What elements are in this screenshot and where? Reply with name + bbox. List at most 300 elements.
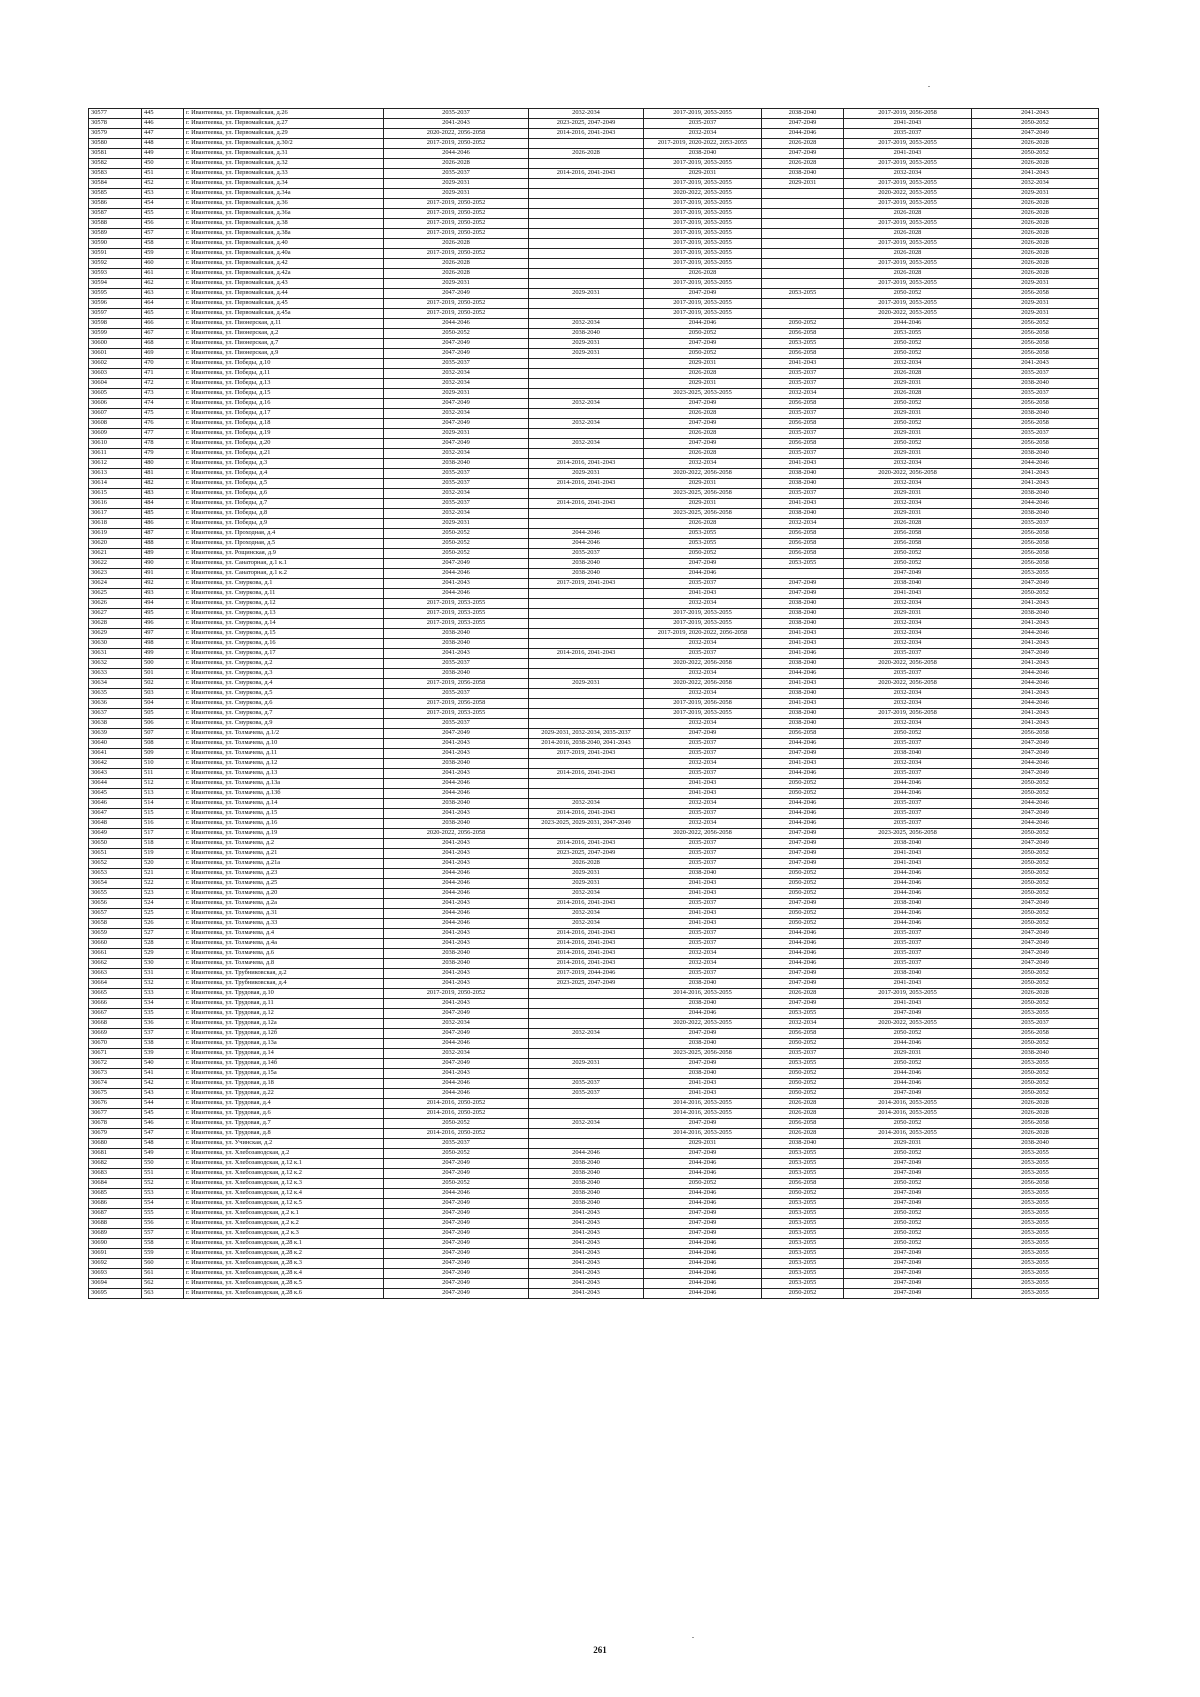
- period-4-cell: 2056-2058: [762, 439, 844, 449]
- row-index-cell: 30630: [89, 639, 142, 649]
- address-cell: г. Ивантеевка, ул. Хлебозаводская, д.28 к.5: [184, 1279, 384, 1289]
- period-6-cell: 2044-2046: [972, 459, 1099, 469]
- address-cell: г. Ивантеевка, ул. Трудовая, д.12а: [184, 1019, 384, 1029]
- building-number-cell: 501: [142, 669, 184, 679]
- period-5-cell: 2044-2046: [844, 789, 972, 799]
- period-5-cell: 2050-2052: [844, 1179, 972, 1189]
- period-1-cell: 2047-2049: [384, 1199, 529, 1209]
- period-2-cell: 2041-2043: [529, 1259, 644, 1269]
- period-3-cell: 2047-2049: [644, 1149, 762, 1159]
- period-2-cell: [529, 699, 644, 709]
- period-1-cell: 2047-2049: [384, 1279, 529, 1289]
- period-4-cell: 2026-2028: [762, 159, 844, 169]
- period-5-cell: 2032-2034: [844, 759, 972, 769]
- building-number-cell: 532: [142, 979, 184, 989]
- period-4-cell: [762, 229, 844, 239]
- period-5-cell: 2050-2052: [844, 1229, 972, 1239]
- period-4-cell: 2053-2055: [762, 1259, 844, 1269]
- period-3-cell: 2029-2031: [644, 1139, 762, 1149]
- period-3-cell: 2032-2034: [644, 599, 762, 609]
- address-cell: г. Ивантеевка, ул. Смуркова, д.11: [184, 589, 384, 599]
- period-2-cell: 2023-2025, 2047-2049: [529, 979, 644, 989]
- period-6-cell: 2035-2037: [972, 429, 1099, 439]
- period-6-cell: 2041-2043: [972, 359, 1099, 369]
- building-number-cell: 463: [142, 289, 184, 299]
- building-number-cell: 517: [142, 829, 184, 839]
- address-cell: г. Ивантеевка, ул. Трудовая, д.7: [184, 1119, 384, 1129]
- building-number-cell: 512: [142, 779, 184, 789]
- address-cell: г. Ивантеевка, ул. Пионерская, д.9: [184, 349, 384, 359]
- period-5-cell: 2035-2037: [844, 739, 972, 749]
- row-index-cell: 30666: [89, 999, 142, 1009]
- table-row: [89, 799, 1099, 809]
- period-2-cell: 2029-2031, 2032-2034, 2035-2037: [529, 729, 644, 739]
- period-1-cell: 2035-2037: [384, 469, 529, 479]
- period-1-cell: 2035-2037: [384, 689, 529, 699]
- period-2-cell: 2044-2046: [529, 539, 644, 549]
- period-6-cell: 2053-2055: [972, 1259, 1099, 1269]
- building-number-cell: 537: [142, 1029, 184, 1039]
- period-5-cell: 2032-2034: [844, 689, 972, 699]
- period-2-cell: [529, 359, 644, 369]
- period-2-cell: [529, 759, 644, 769]
- period-5-cell: 2032-2034: [844, 169, 972, 179]
- building-number-cell: 465: [142, 309, 184, 319]
- period-4-cell: 2056-2058: [762, 329, 844, 339]
- period-4-cell: 2044-2046: [762, 809, 844, 819]
- building-number-cell: 454: [142, 199, 184, 209]
- period-4-cell: 2044-2046: [762, 799, 844, 809]
- period-1-cell: 2017-2019, 2050-2052: [384, 219, 529, 229]
- period-4-cell: 2035-2037: [762, 449, 844, 459]
- period-6-cell: 2050-2052: [972, 909, 1099, 919]
- address-cell: г. Ивантеевка, ул. Толмачева, д.2а: [184, 899, 384, 909]
- address-cell: г. Ивантеевка, ул. Трудовая, д.6: [184, 1109, 384, 1119]
- period-2-cell: 2014-2016, 2041-2043: [529, 959, 644, 969]
- period-3-cell: 2035-2037: [644, 809, 762, 819]
- period-2-cell: 2032-2034: [529, 319, 644, 329]
- address-cell: г. Ивантеевка, ул. Трудовая, д.22: [184, 1089, 384, 1099]
- period-6-cell: 2035-2037: [972, 389, 1099, 399]
- period-3-cell: 2047-2049: [644, 289, 762, 299]
- period-6-cell: 2026-2028: [972, 1099, 1099, 1109]
- period-6-cell: 2026-2028: [972, 989, 1099, 999]
- row-index-cell: 30636: [89, 699, 142, 709]
- period-1-cell: 2038-2040: [384, 959, 529, 969]
- table-row: [89, 779, 1099, 789]
- period-6-cell: 2056-2058: [972, 549, 1099, 559]
- period-4-cell: 2038-2040: [762, 509, 844, 519]
- period-5-cell: 2041-2043: [844, 849, 972, 859]
- period-2-cell: [529, 989, 644, 999]
- period-1-cell: 2026-2028: [384, 159, 529, 169]
- building-number-cell: 475: [142, 409, 184, 419]
- period-2-cell: 2041-2043: [529, 1269, 644, 1279]
- period-3-cell: 2029-2031: [644, 499, 762, 509]
- period-3-cell: 2053-2055: [644, 539, 762, 549]
- address-cell: г. Ивантеевка, ул. Трудовая, д.13а: [184, 1039, 384, 1049]
- period-2-cell: [529, 299, 644, 309]
- building-number-cell: 516: [142, 819, 184, 829]
- period-1-cell: 2035-2037: [384, 719, 529, 729]
- table-row: [89, 739, 1099, 749]
- row-index-cell: 30686: [89, 1199, 142, 1209]
- period-2-cell: [529, 269, 644, 279]
- period-6-cell: 2041-2043: [972, 599, 1099, 609]
- period-1-cell: 2038-2040: [384, 629, 529, 639]
- period-4-cell: 2050-2052: [762, 779, 844, 789]
- period-1-cell: 2044-2046: [384, 1189, 529, 1199]
- period-5-cell: 2020-2022, 2053-2055: [844, 189, 972, 199]
- period-3-cell: 2023-2025, 2056-2058: [644, 489, 762, 499]
- period-4-cell: 2041-2043: [762, 359, 844, 369]
- period-6-cell: 2056-2058: [972, 1179, 1099, 1189]
- period-3-cell: 2023-2025, 2053-2055: [644, 389, 762, 399]
- period-6-cell: 2056-2052: [972, 319, 1099, 329]
- period-6-cell: 2047-2049: [972, 129, 1099, 139]
- period-5-cell: 2017-2019, 2053-2055: [844, 199, 972, 209]
- table-row: [89, 389, 1099, 399]
- building-number-cell: 545: [142, 1109, 184, 1119]
- building-number-cell: 488: [142, 539, 184, 549]
- period-3-cell: 2029-2031: [644, 169, 762, 179]
- table-row: [89, 819, 1099, 829]
- period-4-cell: 2026-2028: [762, 1099, 844, 1109]
- period-1-cell: 2041-2043: [384, 119, 529, 129]
- period-1-cell: 2017-2019, 2053-2055: [384, 709, 529, 719]
- address-cell: г. Ивантеевка, ул. Санаторная, д.1 к.1: [184, 559, 384, 569]
- period-5-cell: 2017-2019, 2056-2058: [844, 109, 972, 119]
- period-5-cell: 2047-2049: [844, 1259, 972, 1269]
- period-1-cell: 2044-2046: [384, 779, 529, 789]
- building-number-cell: 502: [142, 679, 184, 689]
- period-4-cell: [762, 569, 844, 579]
- period-5-cell: 2029-2031: [844, 1049, 972, 1059]
- address-cell: г. Ивантеевка, ул. Победы, д.11: [184, 369, 384, 379]
- table-row: [89, 699, 1099, 709]
- period-5-cell: 2041-2043: [844, 149, 972, 159]
- period-6-cell: 2044-2046: [972, 499, 1099, 509]
- table-row: [89, 249, 1099, 259]
- period-3-cell: 2029-2031: [644, 359, 762, 369]
- row-index-cell: 30631: [89, 649, 142, 659]
- row-index-cell: 30615: [89, 489, 142, 499]
- address-cell: г. Ивантеевка, ул. Толмачева, д.4а: [184, 939, 384, 949]
- period-4-cell: 2026-2028: [762, 989, 844, 999]
- address-cell: г. Ивантеевка, ул. Трудовая, д.4: [184, 1099, 384, 1109]
- period-1-cell: 2017-2019, 2053-2055: [384, 609, 529, 619]
- period-1-cell: 2044-2046: [384, 789, 529, 799]
- period-2-cell: 2032-2034: [529, 419, 644, 429]
- table-row: [89, 669, 1099, 679]
- period-6-cell: 2047-2049: [972, 809, 1099, 819]
- building-number-cell: 539: [142, 1049, 184, 1059]
- row-index-cell: 30673: [89, 1069, 142, 1079]
- period-6-cell: 2041-2043: [972, 709, 1099, 719]
- period-1-cell: 2050-2052: [384, 549, 529, 559]
- table-row: [89, 769, 1099, 779]
- period-5-cell: 2044-2046: [844, 1069, 972, 1079]
- period-2-cell: [529, 639, 644, 649]
- building-number-cell: 533: [142, 989, 184, 999]
- row-index-cell: 30675: [89, 1089, 142, 1099]
- building-number-cell: 526: [142, 919, 184, 929]
- period-2-cell: 2014-2016, 2038-2040, 2041-2043: [529, 739, 644, 749]
- period-2-cell: 2029-2031: [529, 349, 644, 359]
- period-6-cell: 2047-2049: [972, 959, 1099, 969]
- table-row: [89, 239, 1099, 249]
- period-3-cell: 2017-2019, 2053-2055: [644, 249, 762, 259]
- address-cell: г. Ивантеевка, ул. Толмачева, д.12: [184, 759, 384, 769]
- building-number-cell: 540: [142, 1059, 184, 1069]
- period-6-cell: 2047-2049: [972, 649, 1099, 659]
- period-2-cell: 2029-2031: [529, 469, 644, 479]
- period-3-cell: 2035-2037: [644, 579, 762, 589]
- row-index-cell: 30689: [89, 1229, 142, 1239]
- period-3-cell: 2038-2040: [644, 1039, 762, 1049]
- period-2-cell: [529, 379, 644, 389]
- period-1-cell: 2017-2019, 2050-2052: [384, 199, 529, 209]
- period-6-cell: 2053-2055: [972, 1189, 1099, 1199]
- table-row: [89, 1049, 1099, 1059]
- period-2-cell: [529, 219, 644, 229]
- period-5-cell: 2056-2058: [844, 539, 972, 549]
- table-row: [89, 939, 1099, 949]
- period-4-cell: 2053-2055: [762, 1239, 844, 1249]
- table-row: [89, 209, 1099, 219]
- period-3-cell: 2017-2019, 2053-2055: [644, 299, 762, 309]
- row-index-cell: 30622: [89, 559, 142, 569]
- building-number-cell: 468: [142, 339, 184, 349]
- period-1-cell: 2029-2031: [384, 429, 529, 439]
- period-1-cell: 2044-2046: [384, 889, 529, 899]
- period-6-cell: 2050-2052: [972, 1089, 1099, 1099]
- period-6-cell: 2053-2055: [972, 1159, 1099, 1169]
- period-3-cell: 2035-2037: [644, 749, 762, 759]
- period-2-cell: 2032-2034: [529, 909, 644, 919]
- period-4-cell: 2053-2055: [762, 1159, 844, 1169]
- period-3-cell: 2041-2043: [644, 889, 762, 899]
- address-cell: г. Ивантеевка, ул. Смуркова, д.6: [184, 699, 384, 709]
- period-5-cell: 2044-2046: [844, 319, 972, 329]
- row-index-cell: 30674: [89, 1079, 142, 1089]
- building-number-cell: 496: [142, 619, 184, 629]
- table-row: [89, 789, 1099, 799]
- period-5-cell: 2044-2046: [844, 1079, 972, 1089]
- building-number-cell: 479: [142, 449, 184, 459]
- period-5-cell: 2026-2028: [844, 249, 972, 259]
- period-6-cell: 2035-2037: [972, 519, 1099, 529]
- address-cell: г. Ивантеевка, ул. Пионерская, д.7: [184, 339, 384, 349]
- period-5-cell: 2047-2049: [844, 569, 972, 579]
- period-5-cell: 2056-2058: [844, 529, 972, 539]
- table-row: [89, 509, 1099, 519]
- period-4-cell: 2056-2058: [762, 1179, 844, 1189]
- period-5-cell: 2047-2049: [844, 1289, 972, 1299]
- row-index-cell: 30638: [89, 719, 142, 729]
- period-3-cell: 2038-2040: [644, 979, 762, 989]
- period-5-cell: 2017-2019, 2053-2055: [844, 279, 972, 289]
- table-row: [89, 369, 1099, 379]
- period-5-cell: 2050-2052: [844, 1239, 972, 1249]
- period-6-cell: 2053-2055: [972, 1009, 1099, 1019]
- address-cell: г. Ивантеевка, ул. Толмачева, д.14: [184, 799, 384, 809]
- period-5-cell: 2029-2031: [844, 609, 972, 619]
- period-3-cell: 2041-2043: [644, 879, 762, 889]
- period-4-cell: 2050-2052: [762, 1289, 844, 1299]
- row-index-cell: 30579: [89, 129, 142, 139]
- building-number-cell: 510: [142, 759, 184, 769]
- building-number-cell: 534: [142, 999, 184, 1009]
- period-1-cell: 2050-2052: [384, 329, 529, 339]
- period-2-cell: [529, 689, 644, 699]
- period-2-cell: [529, 249, 644, 259]
- building-number-cell: 476: [142, 419, 184, 429]
- row-index-cell: 30628: [89, 619, 142, 629]
- period-1-cell: 2026-2028: [384, 239, 529, 249]
- row-index-cell: 30601: [89, 349, 142, 359]
- building-number-cell: 486: [142, 519, 184, 529]
- period-2-cell: 2032-2034: [529, 1119, 644, 1129]
- period-3-cell: 2035-2037: [644, 739, 762, 749]
- building-number-cell: 450: [142, 159, 184, 169]
- period-5-cell: 2050-2052: [844, 1119, 972, 1129]
- table-row: [89, 119, 1099, 129]
- period-5-cell: 2047-2049: [844, 1089, 972, 1099]
- building-number-cell: 447: [142, 129, 184, 139]
- period-6-cell: 2041-2043: [972, 619, 1099, 629]
- address-cell: г. Ивантеевка, ул. Победы, д.5: [184, 479, 384, 489]
- address-cell: г. Ивантеевка, ул. Победы, д.10: [184, 359, 384, 369]
- table-row: [89, 619, 1099, 629]
- period-6-cell: 2050-2052: [972, 119, 1099, 129]
- row-index-cell: 30588: [89, 219, 142, 229]
- building-number-cell: 543: [142, 1089, 184, 1099]
- period-5-cell: 2017-2019, 2053-2055: [844, 179, 972, 189]
- row-index-cell: 30596: [89, 299, 142, 309]
- period-6-cell: 2044-2046: [972, 819, 1099, 829]
- address-cell: г. Ивантеевка, ул. Первомайская, д.34: [184, 179, 384, 189]
- table-row: [89, 969, 1099, 979]
- row-index-cell: 30602: [89, 359, 142, 369]
- period-2-cell: 2023-2025, 2029-2031, 2047-2049: [529, 819, 644, 829]
- period-3-cell: 2014-2016, 2053-2055: [644, 1129, 762, 1139]
- period-4-cell: 2053-2055: [762, 1269, 844, 1279]
- address-cell: г. Ивантеевка, ул. Толмачева, д.4: [184, 929, 384, 939]
- table-row: [89, 459, 1099, 469]
- period-5-cell: 2038-2040: [844, 969, 972, 979]
- period-2-cell: [529, 309, 644, 319]
- period-3-cell: 2050-2052: [644, 349, 762, 359]
- row-index-cell: 30644: [89, 779, 142, 789]
- building-number-cell: 455: [142, 209, 184, 219]
- building-number-cell: 467: [142, 329, 184, 339]
- period-5-cell: 2041-2043: [844, 859, 972, 869]
- period-3-cell: 2032-2034: [644, 719, 762, 729]
- address-cell: г. Ивантеевка, ул. Толмачева, д.25: [184, 879, 384, 889]
- table-row: [89, 719, 1099, 729]
- period-3-cell: 2032-2034: [644, 689, 762, 699]
- period-3-cell: 2017-2019, 2053-2055: [644, 209, 762, 219]
- address-cell: г. Ивантеевка, ул. Первомайская, д.45: [184, 299, 384, 309]
- row-index-cell: 30606: [89, 399, 142, 409]
- row-index-cell: 30610: [89, 439, 142, 449]
- period-2-cell: 2035-2037: [529, 1089, 644, 1099]
- period-2-cell: 2032-2034: [529, 1029, 644, 1039]
- period-2-cell: 2032-2034: [529, 439, 644, 449]
- building-number-cell: 456: [142, 219, 184, 229]
- period-4-cell: 2047-2049: [762, 839, 844, 849]
- period-2-cell: 2032-2034: [529, 919, 644, 929]
- period-4-cell: 2032-2034: [762, 1019, 844, 1029]
- row-index-cell: 30590: [89, 239, 142, 249]
- period-5-cell: 2017-2019, 2053-2055: [844, 259, 972, 269]
- period-1-cell: 2038-2040: [384, 819, 529, 829]
- period-1-cell: 2035-2037: [384, 499, 529, 509]
- period-5-cell: 2020-2022, 2053-2055: [844, 309, 972, 319]
- address-cell: г. Ивантеевка, ул. Хлебозаводская, д.12 к.3: [184, 1179, 384, 1189]
- row-index-cell: 30677: [89, 1109, 142, 1119]
- period-6-cell: 2053-2055: [972, 1239, 1099, 1249]
- building-number-cell: 549: [142, 1149, 184, 1159]
- period-6-cell: 2047-2049: [972, 769, 1099, 779]
- period-4-cell: 2053-2055: [762, 1149, 844, 1159]
- period-4-cell: 2032-2034: [762, 519, 844, 529]
- period-2-cell: 2023-2025, 2047-2049: [529, 119, 644, 129]
- address-cell: г. Ивантеевка, ул. Первомайская, д.29: [184, 129, 384, 139]
- period-5-cell: 2047-2049: [844, 1199, 972, 1209]
- period-1-cell: 2041-2043: [384, 1069, 529, 1079]
- period-2-cell: 2041-2043: [529, 1279, 644, 1289]
- address-cell: г. Ивантеевка, ул. Хлебозаводская, д.12 к.2: [184, 1169, 384, 1179]
- period-1-cell: 2041-2043: [384, 839, 529, 849]
- period-3-cell: 2044-2046: [644, 1269, 762, 1279]
- period-5-cell: 2044-2046: [844, 889, 972, 899]
- building-number-cell: 542: [142, 1079, 184, 1089]
- row-index-cell: 30679: [89, 1129, 142, 1139]
- address-cell: г. Ивантеевка, ул. Трудовая, д.8: [184, 1129, 384, 1139]
- table-row: [89, 1279, 1099, 1289]
- period-2-cell: 2032-2034: [529, 399, 644, 409]
- period-4-cell: 2047-2049: [762, 119, 844, 129]
- period-5-cell: 2050-2052: [844, 729, 972, 739]
- table-row: [89, 319, 1099, 329]
- building-number-cell: 480: [142, 459, 184, 469]
- period-4-cell: 2047-2049: [762, 899, 844, 909]
- period-4-cell: 2050-2052: [762, 889, 844, 899]
- period-3-cell: 2020-2022, 2056-2058: [644, 659, 762, 669]
- row-index-cell: 30612: [89, 459, 142, 469]
- period-5-cell: 2029-2031: [844, 489, 972, 499]
- row-index-cell: 30577: [89, 109, 142, 119]
- period-3-cell: 2044-2046: [644, 569, 762, 579]
- period-3-cell: 2023-2025, 2056-2058: [644, 1049, 762, 1059]
- address-cell: г. Ивантеевка, ул. Трудовая, д.11: [184, 999, 384, 1009]
- row-index-cell: 30599: [89, 329, 142, 339]
- row-index-cell: 30695: [89, 1289, 142, 1299]
- period-5-cell: 2017-2019, 2053-2055: [844, 989, 972, 999]
- building-number-cell: 473: [142, 389, 184, 399]
- period-2-cell: 2032-2034: [529, 889, 644, 899]
- period-6-cell: 2026-2028: [972, 209, 1099, 219]
- period-4-cell: 2053-2055: [762, 1059, 844, 1069]
- period-5-cell: 2035-2037: [844, 819, 972, 829]
- row-index-cell: 30629: [89, 629, 142, 639]
- period-5-cell: 2041-2043: [844, 119, 972, 129]
- row-index-cell: 30676: [89, 1099, 142, 1109]
- period-6-cell: 2056-2058: [972, 529, 1099, 539]
- period-5-cell: 2035-2037: [844, 649, 972, 659]
